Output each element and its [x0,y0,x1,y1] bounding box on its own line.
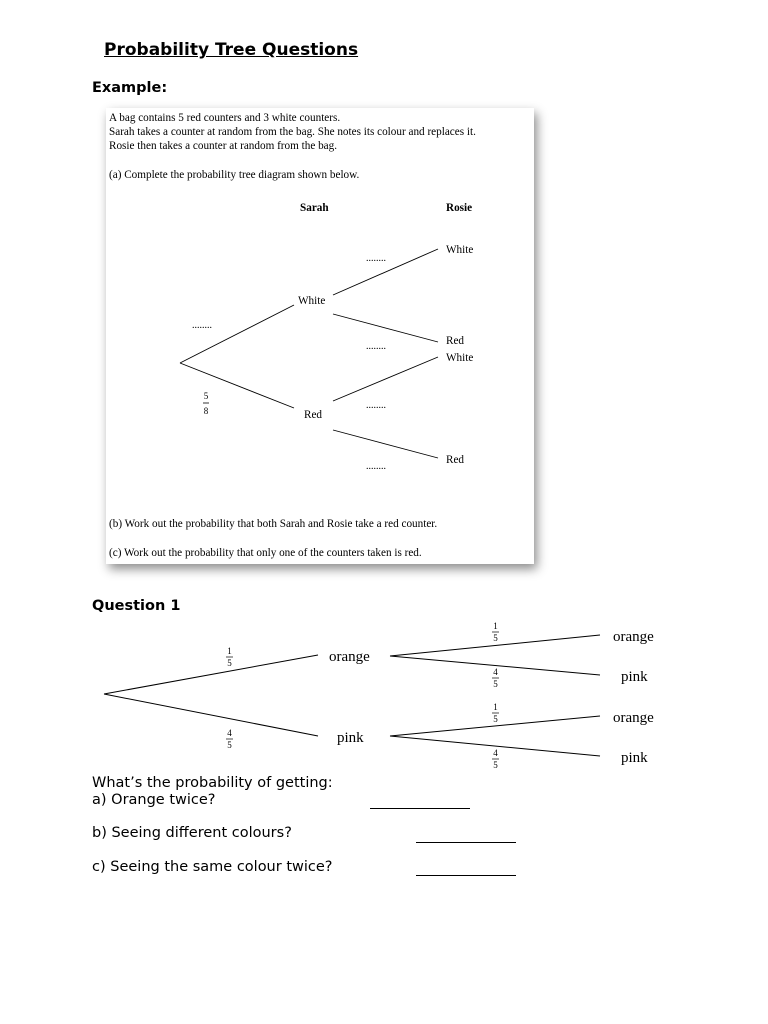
example-intro-line-1: A bag contains 5 red counters and 3 white counters. [109,112,341,124]
q1-p-orange-den: 5 [227,658,232,668]
q1-p-po-den: 5 [493,714,498,724]
q1-second-orange-label-1: orange [613,629,654,645]
branch-red-white [333,357,438,401]
branch-root-white [180,305,294,363]
rosie-red-label-1: Red [446,335,465,347]
question-1b: b) Seeing different colours? [92,825,292,841]
q1-p-oo-den: 5 [493,633,498,643]
example-box [106,108,534,564]
fraction-red-numerator: 5 [203,391,209,401]
q1-second-pink-label-1: pink [621,669,648,685]
blank-white-red: ........ [366,341,386,352]
question-1-heading: Question 1 [92,598,181,614]
question-1-prompt: What’s the probability of getting: [92,775,333,791]
blank-white-white: ........ [366,253,386,264]
question-1a: a) Orange twice? [92,792,216,808]
q1-p-pp-den: 5 [493,760,498,770]
blank-red-white: ........ [366,400,386,411]
q1-p-po-num: 1 [493,702,498,712]
question-1-tree-diagram [0,615,768,775]
answer-line-c[interactable] [416,875,516,876]
q1-first-orange-label: orange [329,649,370,665]
example-intro-line-3: Rosie then takes a counter at random from the bag. [109,140,338,152]
blank-root-white: ........ [192,320,212,331]
answer-line-b[interactable] [416,842,516,843]
example-tree-diagram [106,108,534,564]
q1-branch-root-pink [104,694,318,736]
q1-p-pp-num: 4 [493,748,498,758]
rosie-red-label-2: Red [446,454,465,466]
example-part-c: (c) Work out the probability that only one of the counters taken is red. [109,547,422,559]
q1-first-pink-label: pink [337,730,364,746]
q1-p-orange-num: 1 [227,646,232,656]
q1-p-pink-den: 5 [227,740,232,750]
rosie-white-label-2: White [446,352,474,364]
q1-second-orange-label-2: orange [613,710,654,726]
q1-p-op-den: 5 [493,679,498,689]
col-rosie-label: Rosie [446,202,473,214]
rosie-white-label-1: White [446,244,474,256]
answer-line-a[interactable] [370,808,470,809]
q1-second-pink-label-2: pink [621,750,648,766]
col-sarah-label: Sarah [300,202,329,214]
branch-white-red [333,314,438,342]
sarah-white-label: White [298,295,326,307]
example-part-a: (a) Complete the probability tree diagram shown below. [109,169,360,181]
branch-red-red [333,430,438,458]
blank-red-red: ........ [366,461,386,472]
example-heading: Example: [92,80,168,96]
q1-p-oo-num: 1 [493,621,498,631]
question-1c: c) Seeing the same colour twice? [92,859,333,875]
q1-p-op-num: 4 [493,667,498,677]
branch-root-red [180,363,294,408]
q1-p-pink-num: 4 [227,728,232,738]
page-title: Probability Tree Questions [104,40,359,60]
q1-branch-root-orange [104,655,318,694]
example-part-b: (b) Work out the probability that both Sarah and Rosie take a red counter. [109,518,438,530]
fraction-red-denominator: 8 [203,406,209,416]
example-intro-line-2: Sarah takes a counter at random from the bag. She notes its colour and replaces it. [109,126,476,138]
sarah-red-label: Red [304,409,323,421]
